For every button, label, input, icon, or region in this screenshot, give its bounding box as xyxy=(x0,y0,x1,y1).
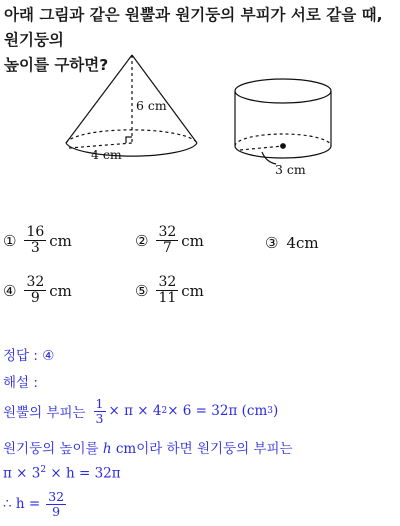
choice-4-fraction xyxy=(24,275,46,307)
equation-part-a: π × 3 xyxy=(3,465,41,482)
choice-5-numerator: 32 xyxy=(158,274,177,290)
choice-2-fraction xyxy=(156,225,178,257)
cone-height-label: 6 cm xyxy=(136,98,167,113)
therefore-text: ∴ h = xyxy=(3,496,41,513)
choice-4-marker: ④ xyxy=(3,281,17,300)
cylinder-line-b: cm이라 하면 원기둥의 부피는 xyxy=(115,441,293,457)
cone-figure xyxy=(66,55,197,156)
cone-volume-fraction xyxy=(94,397,106,426)
result-line xyxy=(3,490,66,519)
choice-5-fraction xyxy=(156,275,178,307)
choice-2-numerator: 32 xyxy=(158,224,177,240)
choice-5-denominator: 11 xyxy=(158,290,177,307)
choice-1-numerator: 16 xyxy=(26,224,45,240)
cone-exponent-3: 3 xyxy=(267,406,273,417)
cone-exponent-2: 2 xyxy=(161,406,168,417)
question-line-1: 아래 그림과 같은 원뿔과 원기둥의 부피가 서로 같을 때, 원기둥의 xyxy=(4,6,383,49)
cylinder-height-line xyxy=(3,437,293,457)
choice-3-marker: ③ xyxy=(265,234,279,252)
choice-1-unit: cm xyxy=(49,231,72,250)
cone-radius-label: 4 cm xyxy=(91,147,122,162)
cylinder-figure xyxy=(235,79,331,164)
choice-4-denominator: 9 xyxy=(30,290,40,307)
choice-1-fraction xyxy=(24,225,46,257)
explanation-label: 해설 : xyxy=(3,375,38,391)
cone-fraction-numerator: 1 xyxy=(95,396,104,411)
cylinder-variable: h xyxy=(102,441,112,457)
choice-5-marker: ⑤ xyxy=(135,281,149,300)
choice-2-denominator: 7 xyxy=(162,240,172,257)
cone-volume-line xyxy=(3,397,278,426)
cone-expression-tail: × 6 = 32π (cm xyxy=(167,403,268,420)
equation-line xyxy=(3,465,121,482)
choice-5-unit: cm xyxy=(181,281,204,300)
choice-4[interactable] xyxy=(3,275,72,307)
figure-cone-cylinder xyxy=(0,0,400,200)
equation-exponent: 2 xyxy=(40,465,47,475)
choice-1-marker: ① xyxy=(3,231,17,250)
choice-2[interactable] xyxy=(135,225,204,257)
equation-part-b: × h = 32π xyxy=(46,465,121,482)
result-numerator: 32 xyxy=(48,489,65,504)
choice-1[interactable] xyxy=(3,225,72,257)
choice-3-value: 4cm xyxy=(286,234,319,252)
cone-expression: × π × 4 xyxy=(108,403,162,420)
cone-volume-prefix: 원뿔의 부피는 xyxy=(3,405,86,422)
choice-2-unit: cm xyxy=(181,231,204,250)
choice-4-unit: cm xyxy=(49,281,72,300)
result-fraction xyxy=(46,490,66,519)
choice-3[interactable] xyxy=(265,234,319,252)
cylinder-line-a: 원기둥의 높이를 xyxy=(3,441,99,457)
choice-1-denominator: 3 xyxy=(30,240,40,257)
answer-label: 정답 : ④ xyxy=(3,348,55,364)
choice-4-numerator: 32 xyxy=(26,274,45,290)
choice-5[interactable] xyxy=(135,275,204,307)
cone-fraction-denominator: 3 xyxy=(95,410,104,426)
result-denominator: 9 xyxy=(52,503,61,519)
question-line-2: 높이를 구하면? xyxy=(4,56,109,74)
choice-2-marker: ② xyxy=(135,231,149,250)
cone-expression-close: ) xyxy=(273,403,279,420)
cylinder-radius-label: 3 cm xyxy=(275,162,306,177)
